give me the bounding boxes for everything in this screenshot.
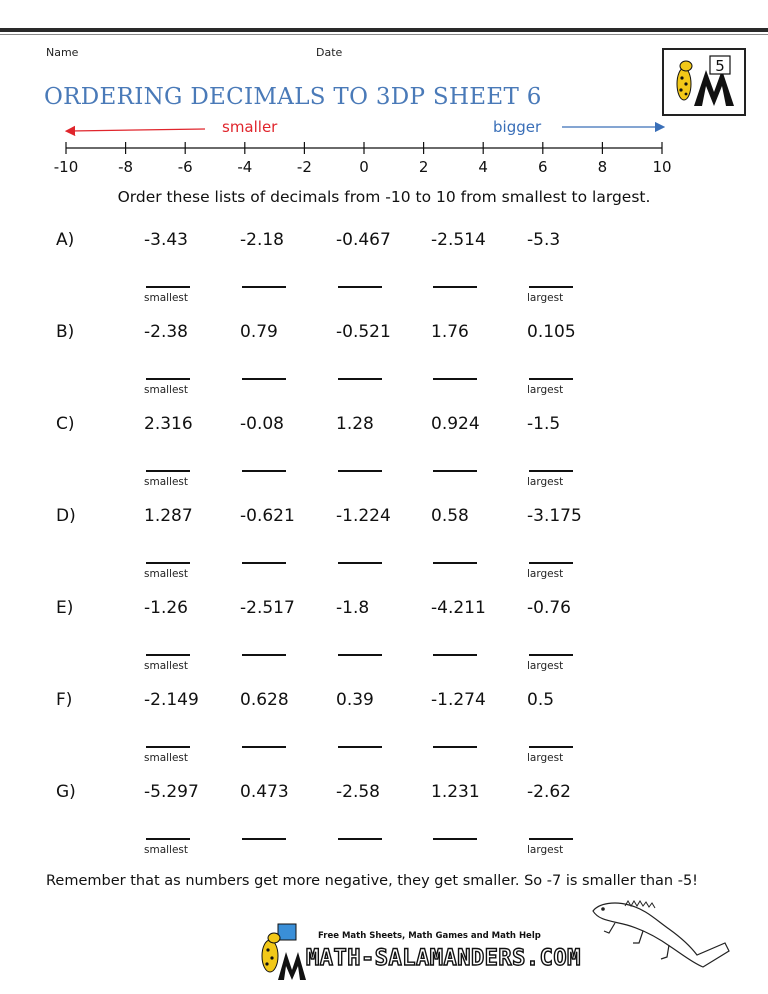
decimal-value: -2.58 [336, 782, 380, 802]
answer-blank[interactable] [242, 470, 286, 472]
footer-brand: MATH-SALAMANDERS.COM [306, 946, 581, 971]
decimal-value: 0.5 [527, 690, 555, 710]
salamander-logo-icon [664, 50, 744, 114]
decimal-value: -1.224 [336, 506, 391, 526]
answer-blank[interactable] [529, 470, 573, 472]
bigger-label: bigger [493, 118, 542, 136]
number-line-tick-label: -4 [237, 158, 253, 176]
name-label: Name [46, 46, 79, 59]
answer-blank[interactable] [242, 838, 286, 840]
largest-label: largest [527, 844, 564, 856]
math-salamanders-logo [662, 48, 746, 116]
largest-label: largest [527, 568, 564, 580]
decimal-value: 0.39 [336, 690, 374, 710]
answer-blank[interactable] [146, 378, 190, 380]
answer-blank[interactable] [338, 378, 382, 380]
decimal-value: 0.58 [431, 506, 469, 526]
largest-label: largest [527, 660, 564, 672]
number-line-tick-label: -6 [177, 158, 193, 176]
answer-blank[interactable] [242, 654, 286, 656]
decimal-value: -0.76 [527, 598, 571, 618]
decimal-value: -5.297 [144, 782, 199, 802]
decimal-value: -1.8 [336, 598, 370, 618]
largest-label: largest [527, 292, 564, 304]
answer-blank[interactable] [338, 562, 382, 564]
smallest-label: smallest [144, 384, 189, 396]
question-letter: D) [56, 506, 76, 526]
answer-blank[interactable] [338, 286, 382, 288]
answer-blank[interactable] [146, 562, 190, 564]
answer-blank[interactable] [146, 746, 190, 748]
largest-label: largest [527, 752, 564, 764]
decimal-value: 1.287 [144, 506, 193, 526]
header-bar [0, 28, 768, 32]
question-letter: C) [56, 414, 75, 434]
logo-digit: 5 [715, 57, 725, 75]
decimal-value: -5.3 [527, 230, 561, 250]
question-letter: E) [56, 598, 74, 618]
answer-blank[interactable] [242, 746, 286, 748]
answer-blank[interactable] [529, 286, 573, 288]
decimal-value: -2.62 [527, 782, 571, 802]
answer-blank[interactable] [433, 746, 477, 748]
salamander-drawing-icon [585, 885, 735, 980]
decimal-value: 1.76 [431, 322, 469, 342]
header-rule [0, 34, 768, 35]
decimal-value: -1.26 [144, 598, 188, 618]
question-letter: B) [56, 322, 75, 342]
answer-blank[interactable] [146, 838, 190, 840]
number-line-tick-label: 0 [359, 158, 369, 176]
answer-blank[interactable] [433, 378, 477, 380]
smaller-arrow [70, 129, 205, 131]
number-line-tick-label: 8 [597, 158, 608, 176]
number-line-tick-label: -8 [118, 158, 134, 176]
answer-blank[interactable] [338, 838, 382, 840]
decimal-value: -2.514 [431, 230, 486, 250]
answer-blank[interactable] [433, 838, 477, 840]
number-line-tick-label: -10 [53, 158, 79, 176]
answer-blank[interactable] [529, 654, 573, 656]
decimal-value: 0.924 [431, 414, 480, 434]
date-label: Date [316, 46, 343, 59]
number-line-tick-label: 6 [538, 158, 548, 176]
reminder-text: Remember that as numbers get more negative, they get smaller. So -7 is smaller than -5! [46, 873, 698, 889]
decimal-value: -4.211 [431, 598, 486, 618]
decimal-value: -0.08 [240, 414, 284, 434]
smallest-label: smallest [144, 568, 189, 580]
smallest-label: smallest [144, 844, 189, 856]
answer-blank[interactable] [338, 470, 382, 472]
answer-blank[interactable] [529, 378, 573, 380]
smallest-label: smallest [144, 292, 189, 304]
decimal-value: 0.79 [240, 322, 278, 342]
largest-label: largest [527, 476, 564, 488]
answer-blank[interactable] [433, 562, 477, 564]
page-title: ORDERING DECIMALS TO 3DP SHEET 6 [44, 84, 542, 110]
question-letter: F) [56, 690, 73, 710]
decimal-value: -2.18 [240, 230, 284, 250]
decimal-value: -2.149 [144, 690, 199, 710]
decimal-value: -1.274 [431, 690, 486, 710]
decimal-value: -2.38 [144, 322, 188, 342]
decimal-value: -0.467 [336, 230, 391, 250]
number-line-tick-label: 10 [652, 158, 672, 176]
number-line-tick-label: 2 [418, 158, 429, 176]
answer-blank[interactable] [433, 470, 477, 472]
footer-tagline: Free Math Sheets, Math Games and Math Help [318, 931, 541, 941]
instructions: Order these lists of decimals from -10 to 10 from smallest to largest. [117, 188, 651, 206]
largest-label: largest [527, 384, 564, 396]
answer-blank[interactable] [338, 654, 382, 656]
question-letter: G) [56, 782, 76, 802]
decimal-value: 0.105 [527, 322, 576, 342]
number-line-tick-label: -2 [296, 158, 312, 176]
decimal-value: 1.28 [336, 414, 374, 434]
answer-blank[interactable] [433, 286, 477, 288]
answer-blank[interactable] [146, 654, 190, 656]
decimal-value: 1.231 [431, 782, 480, 802]
decimal-value: -0.521 [336, 322, 391, 342]
decimal-value: -0.621 [240, 506, 295, 526]
smallest-label: smallest [144, 752, 189, 764]
decimal-value: 0.628 [240, 690, 289, 710]
answer-blank[interactable] [529, 562, 573, 564]
decimal-value: 2.316 [144, 414, 193, 434]
footer-logo-icon [248, 922, 308, 982]
number-line-tick-label: 4 [478, 158, 488, 176]
answer-blank[interactable] [146, 470, 190, 472]
smallest-label: smallest [144, 660, 189, 672]
decimal-value: 0.473 [240, 782, 289, 802]
answer-blank[interactable] [242, 378, 286, 380]
answer-blank[interactable] [433, 654, 477, 656]
answer-blank[interactable] [146, 286, 190, 288]
smaller-label: smaller [222, 118, 278, 136]
answer-blank[interactable] [338, 746, 382, 748]
smallest-label: smallest [144, 476, 189, 488]
decimal-value: -3.175 [527, 506, 582, 526]
answer-blank[interactable] [529, 746, 573, 748]
question-letter: A) [56, 230, 75, 250]
decimal-value: -1.5 [527, 414, 561, 434]
answer-blank[interactable] [529, 838, 573, 840]
answer-blank[interactable] [242, 286, 286, 288]
decimal-value: -3.43 [144, 230, 188, 250]
decimal-value: -2.517 [240, 598, 295, 618]
answer-blank[interactable] [242, 562, 286, 564]
